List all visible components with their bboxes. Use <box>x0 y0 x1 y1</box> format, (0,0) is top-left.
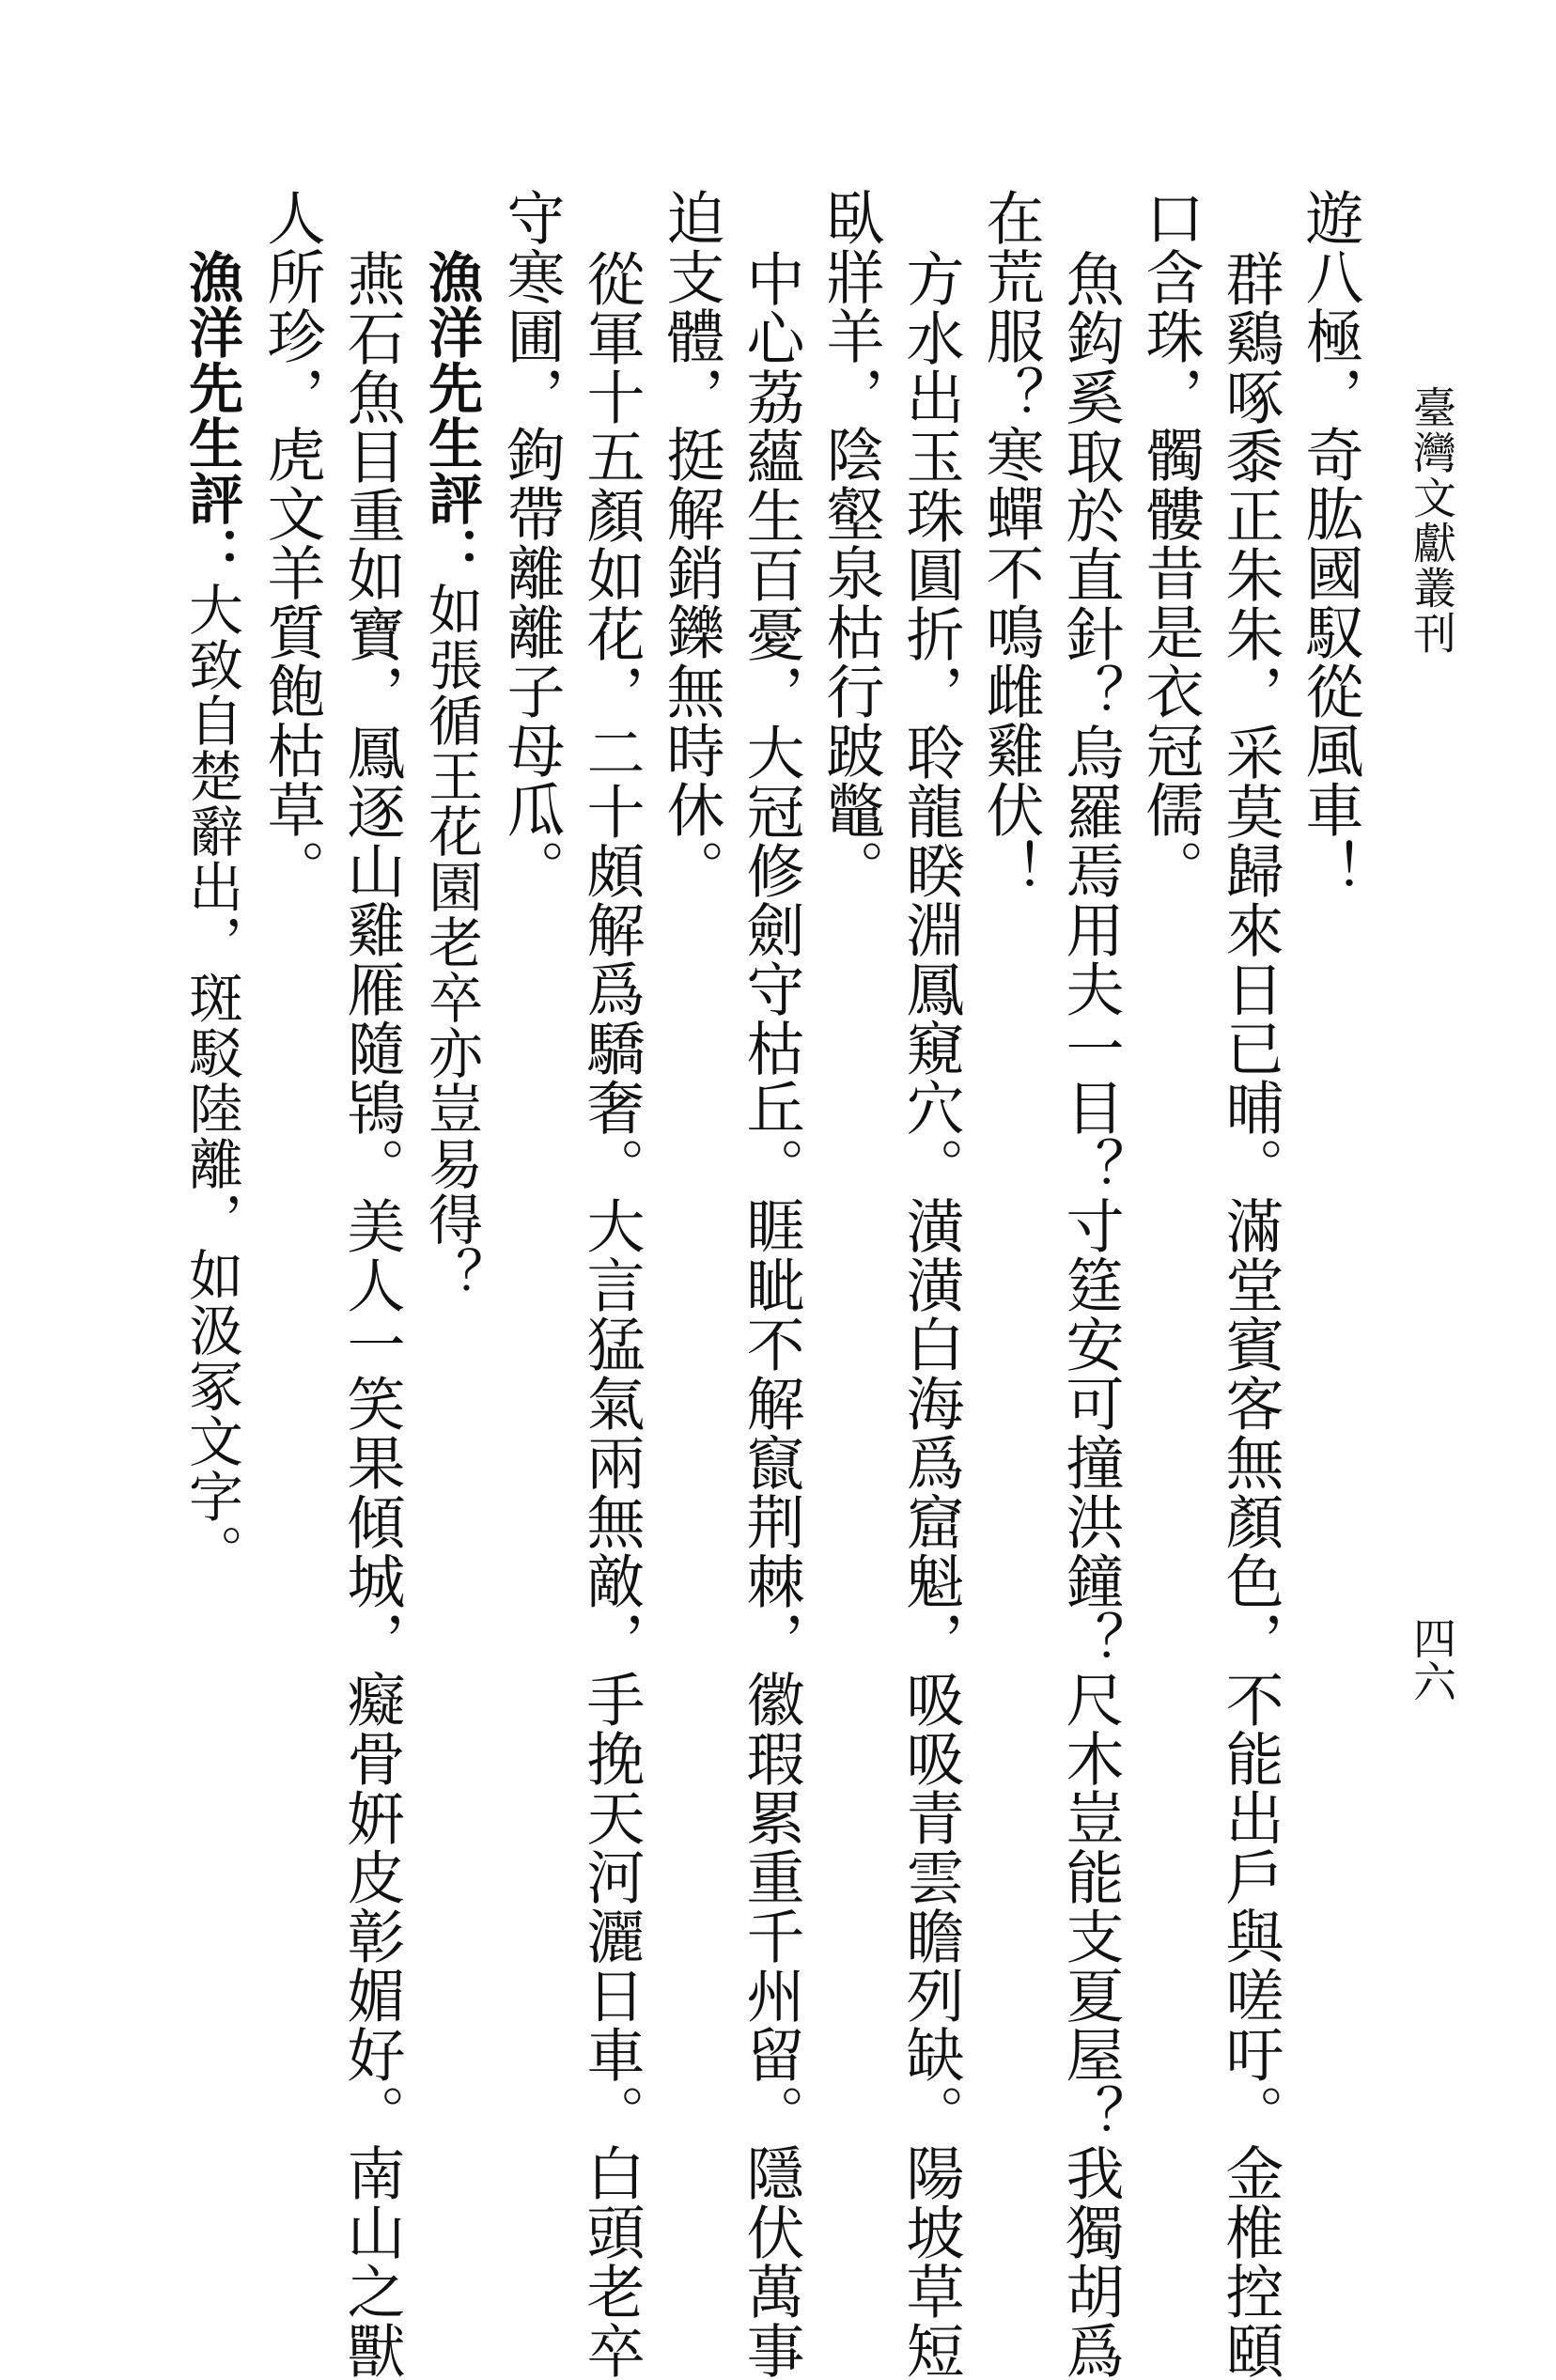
poem-line: 群鷄啄黍正朱朱，采莫歸來日已晡。滿堂賓客無顏色，不能出戶與嗟吁。金椎控頤 <box>1216 249 1284 2380</box>
poem-line: 中心荔蘊生百憂，大冠修劍守枯丘。睚眦不解竄荆棘，徽瑕累重千州留。隱伏萬事 <box>737 249 805 2380</box>
poem-line: 從軍十五顏如花，二十頗解爲驕奢。大言猛氣兩無敵，手挽天河灑日車。白頭老卒 <box>577 249 646 2380</box>
poem-line: 燕石魚目重如寶，鳳逐山雞雁隨鴇。美人一笑果傾城，癡骨姸皮彰媚好。南山之獸 <box>337 249 406 2380</box>
commentary-text: 大致自楚辭出，斑駁陸離，如汲冢文字。 <box>179 582 243 1579</box>
poem-line: 口含珠，髑髏昔是衣冠儒。 <box>1136 188 1205 898</box>
poem-line: 方水出玉珠圓折，聆龍睽淵鳳窺穴。潢潢白海爲窟魁，吸吸青雲瞻列缺。陽坡草短 <box>896 249 965 2380</box>
page-number: 四六 <box>1407 1616 1457 1703</box>
commentary-label: 漁洋先生評： <box>419 249 483 582</box>
commentary-line <box>174 249 249 1579</box>
poem-line: 遊八極，奇肱國馭從風車！ <box>1296 188 1364 898</box>
commentary-line <box>413 249 489 1302</box>
poem-line: 人所珍，虎文羊質飽枯草。 <box>257 188 326 898</box>
poem-line: 臥牂羊，陰壑泉枯行跛鼈。 <box>817 188 885 898</box>
commentary-text: 如張循王花園老卒亦豈易得？ <box>419 582 483 1302</box>
poem-line: 在荒服？寒蟬不鳴雌雞伏！ <box>976 188 1045 898</box>
poem-line: 迫支體，挺解銷鑠無時休。 <box>657 188 725 898</box>
book-series-title: 臺灣文獻叢刊 <box>1407 385 1457 656</box>
poem-line: 守寒圃，鉤帶離離子母瓜。 <box>497 188 566 898</box>
commentary-label: 漁洋先生評： <box>179 249 243 582</box>
poem-line: 魚鈎奚取於直針？烏羅焉用夫一目？寸筳安可撞洪鐘？尺木豈能支夏屋？我獨胡爲 <box>1056 249 1125 2380</box>
